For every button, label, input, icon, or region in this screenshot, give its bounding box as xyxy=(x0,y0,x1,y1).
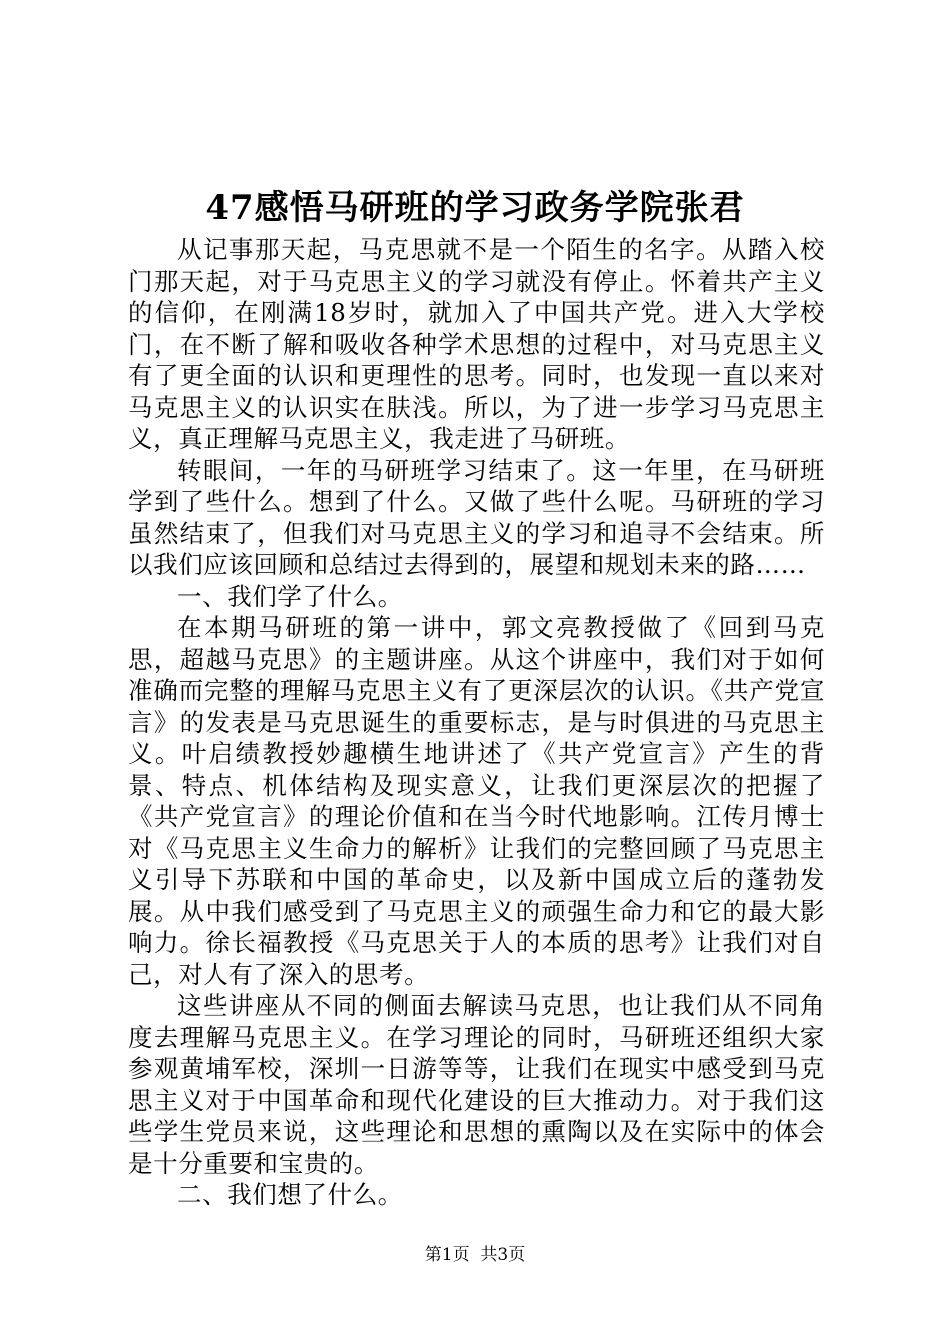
document-body xyxy=(128,234,825,1211)
section-heading-1: 一、我们学了什么。 xyxy=(177,581,403,611)
page-footer: 第1页 共3页 xyxy=(424,1245,526,1265)
paragraph-intro: 从记事那天起，马克思就不是一个陌生的名字。从踏入校门那天起，对于马克思主义的学习就没有停止。怀着共产主义的信仰，在刚满18岁时，就加入了中国共产党。进入大学校门，在不断了解和吸收各种学术思想的过程中，对马克思主义有了更全面的认识和更理性的思考。同时，也发现一直以来对马克思主义的认识实在肤浅。所以，为了进一步学习马克思主义，真正理解马克思主义，我走进了马研班。 xyxy=(128,235,825,453)
paragraph-lectures: 在本期马研班的第一讲中，郭文亮教授做了《回到马克思，超越马克思》的主题讲座。从这个讲座中，我们对于如何准确而完整的理解马克思主义有了更深层次的认识。《共产党宣言》的发表是马克思诞生的重要标志，是与时俱进的马克思主义。叶启绩教授妙趣横生地讲述了《共产党宣言》产生的背景、特点、机体结构及现实意义，让我们更深层次的把握了《共产党宣言》的理论价值和在当今时代地影响。江传月博士对《马克思主义生命力的解析》让我们的完整回顾了马克思主义引导下苏联和中国的革命史，以及新中国成立后的蓬勃发展。从中我们感受到了马克思主义的顽强生命力和它的最大影响力。徐长福教授《马克思关于人的本质的思考》让我们对自己，对人有了深入的思考。 xyxy=(128,613,825,989)
document-title: 47感悟马研班的学习政务学院张君 xyxy=(205,188,745,228)
paragraph-review: 转眼间，一年的马研班学习结束了。这一年里，在马研班学到了些什么。想到了什么。又做了些什么呢。马研班的学习虽然结束了，但我们对马克思主义的学习和追寻不会结束。所以我们应该回顾和总结过去得到的，展望和规划未来的路…… xyxy=(128,455,825,579)
paragraph-activities: 这些讲座从不同的侧面去解读马克思，也让我们从不同角度去理解马克思主义。在学习理论的同时，马研班还组织大家参观黄埔军校，深圳一日游等等，让我们在现实中感受到马克思主义对于中国革命和现代化建设的巨大推动力。对于我们这些学生党员来说，这些理论和思想的熏陶以及在实际中的体会是十分重要和宝贵的。 xyxy=(128,991,825,1178)
section-heading-2: 二、我们想了什么。 xyxy=(177,1180,403,1209)
